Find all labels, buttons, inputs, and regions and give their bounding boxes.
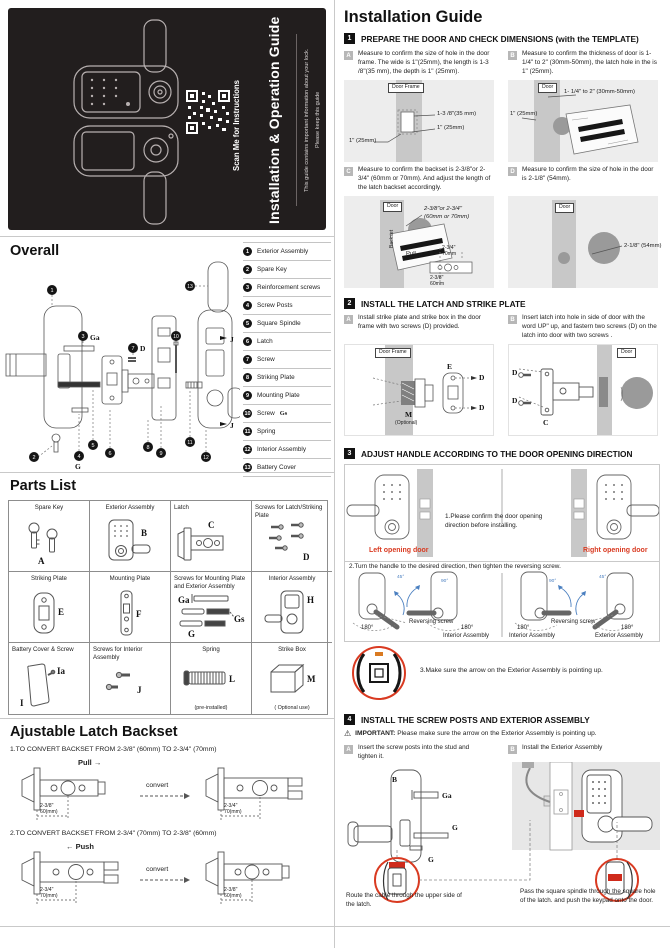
reversing-screw-label-1: Reversing screw xyxy=(409,619,454,625)
strike-box-note: ( Optional use) xyxy=(274,705,310,711)
dim-1a-3: 1" (25mm) xyxy=(349,138,377,144)
step3-note2: 2.Turn the handle to the desired direction, then tighten the reversing screw. xyxy=(349,563,561,570)
step3-header xyxy=(344,448,660,459)
svg-text:4: 4 xyxy=(77,454,81,460)
step4-label-g2: G xyxy=(428,855,434,864)
step1-diagram-c-art xyxy=(344,196,494,288)
svg-text:12: 12 xyxy=(203,455,209,461)
overall-top-rule xyxy=(0,236,334,237)
latch-screws-icon xyxy=(255,519,329,563)
pull-label-1c: Pull → xyxy=(406,251,424,257)
overall-item-4: 4 Screw Posts xyxy=(243,297,331,315)
step4-number: 4 xyxy=(344,714,355,725)
cover-subtitle-line1: This guide contains important information about your lock. xyxy=(304,48,310,192)
part-cell-exterior-assembly: Exterior Assembly B xyxy=(90,501,171,572)
step1-diagram-b xyxy=(508,80,658,162)
deg-label-3: 90° xyxy=(549,579,557,584)
step4-label-g1: G xyxy=(452,823,458,832)
step3-row2-art xyxy=(345,571,659,641)
svg-text:I: I xyxy=(20,698,24,708)
right-opening-door-label: Right opening door xyxy=(583,547,648,554)
backset-2-right-dim: 2-3/8" 60(mm) xyxy=(224,887,242,899)
svg-text:E: E xyxy=(447,362,453,371)
important-text: Please make sure the arrow on the Exterior Assembly is pointing up. xyxy=(397,730,597,737)
backset-rotated-label: Backset xyxy=(389,229,395,248)
overall-label-g: G xyxy=(75,462,81,471)
door-tag-1c: Door xyxy=(383,202,402,212)
overall-item-13: 13 Battery Cover xyxy=(243,459,331,477)
overall-label-ga: Ga xyxy=(90,333,100,342)
reversing-screw-label-2: Reversing screw xyxy=(551,619,596,625)
svg-text:1: 1 xyxy=(50,288,54,294)
svg-text:E: E xyxy=(58,607,65,617)
step4-label-ga: Ga xyxy=(442,791,452,800)
step1-sub-c: C Measure to confirm the backset is 2-3/8"or 2-3/4" (60mm or 70mm). And adjust the length of the latch backset accordingly. xyxy=(344,166,494,192)
important-label: IMPORTANT: xyxy=(355,730,396,737)
striking-plate-icon xyxy=(12,589,86,637)
svg-text:B: B xyxy=(141,528,148,538)
step4-label-b: B xyxy=(392,775,398,784)
parts-title: Parts List xyxy=(10,478,77,494)
overall-item-11: 11 Spring xyxy=(243,423,331,441)
cover-scan-label: Scan Me for Instructions xyxy=(232,80,241,172)
step2-title: INSTALL THE LATCH AND STRIKE PLATE xyxy=(361,298,526,309)
step1-diagram-d xyxy=(508,196,662,288)
step4-title: INSTALL THE SCREW POSTS AND EXTERIOR ASSEMBLY xyxy=(361,714,590,725)
step1-diagram-c xyxy=(344,196,494,288)
svg-text:3: 3 xyxy=(81,334,85,340)
part-cell-screws-interior: Screws for Interior Assembly J xyxy=(90,643,171,714)
exterior-assembly-icon xyxy=(93,518,167,566)
overall-item-8: 8 Striking Plate xyxy=(243,369,331,387)
overall-title: Overall xyxy=(10,243,60,259)
convert-label-1: convert xyxy=(146,782,169,789)
step1-header xyxy=(344,33,660,44)
svg-text:D: D xyxy=(512,368,518,377)
part-cell-interior-assembly: Interior Assembly H xyxy=(252,572,332,643)
interior-assembly-label-1: Interior Assembly xyxy=(443,633,490,639)
cover-title: Installation & Operation Guide xyxy=(266,16,282,224)
deg-label-2: 90° xyxy=(441,579,449,584)
interior-assembly-label-2: Interior Assembly xyxy=(509,633,556,639)
backset-top-rule xyxy=(0,718,334,719)
svg-text:11: 11 xyxy=(187,440,193,446)
step2-header xyxy=(344,298,660,309)
step3-title: ADJUST HANDLE ACCORDING TO THE DOOR OPENING DIRECTION xyxy=(361,448,633,459)
step4-sub-b: B Install the Exterior Assembly xyxy=(508,744,658,754)
svg-text:8: 8 xyxy=(146,445,150,451)
step1-title: PREPARE THE DOOR AND CHECK DIMENSIONS (with the TEMPLATE) xyxy=(361,33,639,44)
step2-diagram-a-art xyxy=(345,345,493,435)
overall-item-3: 3 Reinforcement screws xyxy=(243,279,331,297)
guide-title: Installation Guide xyxy=(344,8,483,26)
door-tag-1b: Door xyxy=(538,83,557,93)
dim-1d-1: 2-1/8" (54mm) xyxy=(624,243,662,249)
backset-1-right-dim: 2-3/4" 70(mm) xyxy=(224,803,242,815)
label-d3-holder xyxy=(512,367,524,377)
dim-1a-2: 1" (25mm) xyxy=(437,125,465,131)
parts-table xyxy=(8,500,328,715)
step1-sub-b: B Measure to confirm the thickness of door is 1- 1/4" to 2" (30mm-50mm), the latch hole in the is 1" (25mm). xyxy=(508,50,658,76)
push-label: ← Push xyxy=(66,842,94,851)
mounting-plate-icon xyxy=(93,589,167,637)
overall-item-2: 2 Spare Key xyxy=(243,261,331,279)
overall-exploded-diagram xyxy=(2,258,240,472)
label-e-holder xyxy=(445,361,461,371)
overall-item-12: 12 Interior Assembly xyxy=(243,441,331,459)
door-frame-tag-2a: Door Frame xyxy=(375,348,411,358)
column-divider xyxy=(334,0,335,948)
svg-text:13: 13 xyxy=(187,284,193,290)
svg-text:7: 7 xyxy=(131,346,135,352)
strike-box-icon xyxy=(255,660,329,696)
left-opening-door-label: Left opening door xyxy=(369,547,429,554)
deg180-2: 180° xyxy=(461,625,474,631)
spring-note: (pre-installed) xyxy=(194,705,228,711)
svg-text:A: A xyxy=(38,556,45,566)
cover-subtitle xyxy=(302,18,324,222)
part-cell-spare-key: Spare Key A xyxy=(9,501,90,572)
dim-1c-1: 2-3/8"or 2-3/4" xyxy=(424,206,462,212)
backset-1-left-dim: 2-3/8" 60(mm) xyxy=(40,803,58,815)
cover-title-rule xyxy=(296,34,297,206)
spring-icon xyxy=(174,660,248,696)
mounting-screws-icon xyxy=(174,590,248,640)
overall-item-1: 1 Exterior Assembly xyxy=(243,243,331,261)
svg-text:Ga: Ga xyxy=(178,595,190,606)
part-cell-striking-plate: Striking Plate E xyxy=(9,572,90,643)
step1-diagram-a xyxy=(344,80,494,162)
exterior-assembly-label: Exterior Assembly xyxy=(595,633,644,639)
backset-step2-text: 2.TO CONVERT BACKSET FROM 2-3/4" (70mm) TO 2-3/8" (60mm) xyxy=(10,830,217,837)
overall-label-j2: J xyxy=(230,421,234,430)
door-tag-2b: Door xyxy=(617,348,636,358)
dim-1c-2: (60mm or 70mm) xyxy=(424,214,470,220)
step1-sub-a: A Measure to confirm the size of hole in the door frame. The wide is 1"(25mm), the length is 1-3 /8"(35 mm), the depth is 1" (25mm). xyxy=(344,50,494,76)
label-m-holder xyxy=(405,409,417,419)
svg-text:J: J xyxy=(137,685,142,696)
dim-1c-pull: 2-3/4" 70mm xyxy=(442,245,457,257)
svg-text:Gs: Gs xyxy=(234,614,245,625)
backset-diagram-1 xyxy=(8,756,326,824)
svg-text:Ia: Ia xyxy=(57,666,66,676)
dim-1c-backset: 2-3/8" 60mm xyxy=(430,275,445,287)
step1-number: 1 xyxy=(344,33,355,44)
step4-header xyxy=(344,714,660,725)
spindle-detail-art xyxy=(354,648,404,698)
overall-parts-key xyxy=(243,242,331,477)
part-cell-spring: Spring L (pre-installed) xyxy=(171,643,252,714)
door-frame-tag-1a: Door Frame xyxy=(388,83,424,93)
svg-text:10: 10 xyxy=(173,334,179,340)
svg-text:D: D xyxy=(512,396,518,405)
step2-sub-a: A Install strike plate and strike box in the door frame with two screws (D) provided. xyxy=(344,314,494,332)
svg-text:6: 6 xyxy=(108,451,112,457)
overall-item-9: 9 Mounting Plate xyxy=(243,387,331,405)
part-cell-screws-latch: Screws for Latch/Striking Plate D xyxy=(252,501,332,572)
svg-text:H: H xyxy=(307,595,315,605)
latch-icon xyxy=(174,518,248,566)
dim-1b-2: 1" (25mm) xyxy=(510,111,538,117)
part-cell-mounting-plate: Mounting Plate F xyxy=(90,572,171,643)
cover-panel xyxy=(8,8,326,230)
step4-sub-a: A Insert the screw posts into the stud and tighten it. xyxy=(344,744,484,762)
svg-text:9: 9 xyxy=(159,451,163,457)
overall-label-d: D xyxy=(140,344,146,353)
step4-important xyxy=(344,729,597,738)
svg-text:5: 5 xyxy=(91,443,95,449)
deg180-3: 180° xyxy=(517,625,530,631)
label-d2-holder xyxy=(479,402,491,412)
step3-note1: 1.Please confirm the door opening direction before installing. xyxy=(445,513,543,529)
svg-text:M: M xyxy=(307,674,316,684)
overall-item-7: 7 Screw xyxy=(243,351,331,369)
backset-2-left-dim: 2-3/4" 70(mm) xyxy=(40,887,58,899)
deg-label-4: 45° xyxy=(599,575,607,580)
spare-key-icon xyxy=(12,518,86,566)
convert-label-2: convert xyxy=(146,866,169,873)
label-d4-holder xyxy=(512,395,524,405)
overall-item-6: 6 Latch xyxy=(243,333,331,351)
spindle-detail-circle xyxy=(352,646,406,700)
warning-icon: ⚠ xyxy=(344,729,352,738)
step1-sub-d: D Measure to confirm the size of hole in the door is 2-1/8" (54mm). xyxy=(508,166,658,184)
optional-label: (Optional) xyxy=(395,420,418,426)
cover-subtitle-line2: Please keep this guide xyxy=(315,91,322,149)
part-cell-latch: Latch C xyxy=(171,501,252,572)
overall-item-5: 5 Square Spindle xyxy=(243,315,331,333)
step2-diagram-b xyxy=(508,344,658,436)
left-column xyxy=(0,0,334,948)
step2-sub-b: B Insert latch into hole in side of door with the word UP" up, and fastern two screws (D) on the latch into door with two screws . xyxy=(508,314,658,340)
right-column xyxy=(344,0,662,948)
overall-label-j1: J xyxy=(230,335,234,344)
dim-1a-1: 1-3 /8"(35 mm) xyxy=(437,111,477,117)
backset-diagram-2 xyxy=(8,840,326,908)
step2-number: 2 xyxy=(344,298,355,309)
part-cell-battery-cover: Battery Cover & Screw Ia I xyxy=(9,643,90,714)
overall-item-10: 10 Screw Gs xyxy=(243,405,331,423)
deg180-4: 180° xyxy=(621,625,634,631)
interior-screws-icon xyxy=(93,661,167,705)
label-c-holder xyxy=(543,417,555,427)
parts-top-rule xyxy=(0,472,334,473)
label-d1-holder xyxy=(479,372,491,382)
qr-code xyxy=(186,90,230,134)
svg-text:M: M xyxy=(405,410,413,419)
pull-label: Pull → xyxy=(78,758,102,767)
battery-cover-icon xyxy=(12,660,86,710)
step2-diagram-a xyxy=(344,344,494,436)
svg-text:L: L xyxy=(229,674,236,684)
interior-assembly-icon xyxy=(255,589,329,637)
step3-note3: 3.Make sure the arrow on the Exterior Assembly is pointing up. xyxy=(420,667,603,674)
svg-text:C: C xyxy=(208,520,215,530)
deg180-1: 180° xyxy=(361,625,374,631)
step3-number: 3 xyxy=(344,448,355,459)
svg-text:D: D xyxy=(479,403,485,412)
step4-caption-2: Pass the square spindle through the square hole of the latch. and push the keypad onto the door. xyxy=(520,888,656,904)
part-cell-screws-mounting: Screws for Mounting Plate and Exterior Assembly Ga Gs G xyxy=(171,572,252,643)
step3-row1 xyxy=(345,465,659,562)
part-cell-strike-box: Strike Box M ( Optional use) xyxy=(252,643,332,714)
svg-text:D: D xyxy=(303,552,310,563)
deg-label-1: 45° xyxy=(397,575,405,580)
step4-caption-1: Route the cable through the upper side of the latch. xyxy=(346,892,462,908)
backset-title: Ajustable Latch Backset xyxy=(10,724,178,740)
svg-text:G: G xyxy=(188,629,196,640)
svg-text:C: C xyxy=(543,418,549,427)
dim-1b-1: 1- 1/4" to 2" (30mm-50mm) xyxy=(564,89,635,95)
step1-diagram-d-art xyxy=(508,196,658,288)
svg-text:F: F xyxy=(136,609,142,619)
svg-text:2: 2 xyxy=(32,455,36,461)
door-tag-1d: Door xyxy=(555,203,574,213)
step2-diagram-b-art xyxy=(509,345,657,435)
svg-text:D: D xyxy=(479,373,485,382)
backset-step1-text: 1.TO CONVERT BACKSET FROM 2-3/8" (60mm) TO 2-3/4" (70mm) xyxy=(10,746,217,753)
step3-box xyxy=(344,464,660,642)
step3-row2 xyxy=(345,561,659,641)
